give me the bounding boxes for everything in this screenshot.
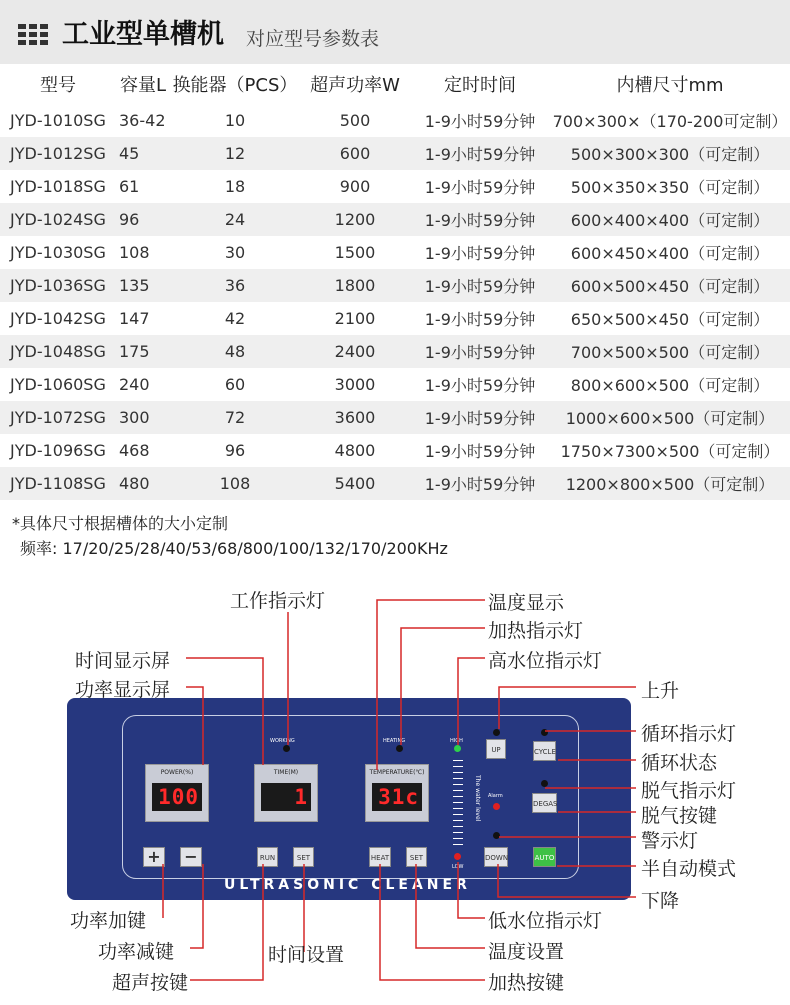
cell-transducers: 12: [170, 137, 300, 170]
cell-timer: 1-9小时59分钟: [424, 112, 536, 131]
cell-tank-size: 600×400×400（可定制）: [550, 203, 790, 236]
callout-alarm-light: 警示灯: [641, 830, 699, 852]
up-button[interactable]: UP: [486, 739, 506, 759]
cell-transducers: 18: [224, 177, 246, 196]
cell-capacity: 480: [116, 467, 170, 500]
cell-model: JYD-1030SG: [10, 243, 106, 262]
cell-capacity: 175: [116, 335, 170, 368]
water-level-label: The water level: [474, 775, 481, 822]
cell-model: JYD-1060SG: [10, 375, 106, 394]
col-header-model: 型号: [0, 64, 116, 104]
cell-power: 500: [339, 111, 371, 130]
callout-degas-button: 脱气按键: [641, 805, 718, 827]
cell-model: JYD-1012SG: [0, 137, 116, 170]
spec-table: [0, 64, 790, 500]
heating-label: HEATING: [383, 738, 406, 744]
temperature-display-value: 31c: [372, 783, 422, 811]
cell-transducers: 108: [170, 467, 300, 500]
cell-model: JYD-1072SG: [0, 401, 116, 434]
low-level-label: LOW: [452, 864, 464, 870]
cell-tank-size: 600×450×400（可定制）: [570, 244, 770, 263]
cell-capacity: 108: [119, 243, 150, 262]
cell-transducers: 60: [224, 375, 246, 394]
cell-transducers: 24: [170, 203, 300, 236]
callout-rise: 上升: [641, 680, 680, 702]
cell-power: 1200: [300, 203, 410, 236]
run-button[interactable]: RUN: [257, 847, 278, 867]
col-header-timer: 定时时间: [410, 64, 550, 104]
working-indicator-led: [283, 745, 290, 752]
col-header-tank-size: 内槽尺寸mm: [550, 64, 790, 104]
cell-power: 2400: [300, 335, 410, 368]
power-minus-button[interactable]: −: [180, 847, 202, 867]
time-display: [254, 764, 318, 822]
page-title: 工业型单槽机: [62, 19, 224, 50]
power-plus-button[interactable]: +: [143, 847, 165, 867]
cell-power: 1800: [300, 269, 410, 302]
cycle-button[interactable]: CYCLE: [533, 741, 556, 761]
cell-timer: 1-9小时59分钟: [410, 203, 550, 236]
col-header-capacity: 容量L: [116, 64, 170, 104]
cell-transducers: 48: [170, 335, 300, 368]
cell-power: 1500: [334, 243, 376, 262]
table-row: [0, 434, 790, 467]
callout-low-water-light: 低水位指示灯: [488, 910, 603, 932]
down-indicator-led: [493, 832, 500, 839]
table-row: [0, 335, 790, 368]
time-display-value: 1: [261, 783, 311, 811]
power-display: [145, 764, 209, 822]
high-water-led: [454, 745, 461, 752]
degas-button[interactable]: DEGAS: [532, 793, 557, 813]
cell-tank-size: 600×500×450（可定制）: [550, 269, 790, 302]
table-body: [0, 104, 790, 500]
cell-transducers: 96: [224, 441, 246, 460]
cell-capacity: 61: [119, 177, 140, 196]
temp-set-button[interactable]: SET: [406, 847, 427, 867]
callout-degas-light: 脱气指示灯: [641, 780, 737, 802]
page-subtitle: 对应型号参数表: [246, 28, 380, 50]
cell-tank-size: 800×600×500（可定制）: [570, 376, 770, 395]
cell-capacity: 96: [116, 203, 170, 236]
table-row: [0, 269, 790, 302]
callout-lower: 下降: [641, 890, 680, 912]
cell-model: JYD-1108SG: [0, 467, 116, 500]
cell-power: 900: [339, 177, 371, 196]
cell-model: JYD-1010SG: [10, 111, 106, 130]
power-display-value: 100: [152, 783, 202, 811]
table-row: [0, 236, 790, 269]
cell-tank-size: 650×500×450（可定制）: [570, 310, 770, 329]
grid-icon: [18, 24, 50, 46]
cell-timer: 1-9小时59分钟: [410, 335, 550, 368]
callout-power-display: 功率显示屏: [75, 679, 171, 701]
cell-timer: 1-9小时59分钟: [424, 244, 536, 263]
table-row: [0, 104, 790, 137]
cell-model: JYD-1024SG: [0, 203, 116, 236]
table-row: [0, 467, 790, 500]
callout-temp-display: 温度显示: [488, 592, 565, 614]
table-row: [0, 203, 790, 236]
callout-heating-light: 加热指示灯: [488, 620, 584, 642]
heating-indicator-led: [396, 745, 403, 752]
cell-timer: 1-9小时59分钟: [410, 269, 550, 302]
low-water-led: [454, 853, 461, 860]
cell-transducers: 30: [224, 243, 246, 262]
cell-timer: 1-9小时59分钟: [424, 442, 536, 461]
time-display-label: TIME(M): [273, 769, 299, 776]
control-panel: [67, 698, 631, 900]
table-row: [0, 137, 790, 170]
callout-cycle-state: 循环状态: [641, 752, 718, 774]
cell-power: 3000: [334, 375, 376, 394]
table-row: [0, 170, 790, 203]
callout-time-display: 时间显示屏: [75, 650, 171, 672]
degas-indicator-led: [541, 780, 548, 787]
cell-capacity: 45: [116, 137, 170, 170]
cell-tank-size: 700×300×（170-200可定制）: [552, 112, 788, 131]
up-indicator-led: [493, 729, 500, 736]
auto-button[interactable]: AUTO: [533, 847, 556, 867]
custom-size-note: *具体尺寸根据槽体的大小定制: [12, 514, 229, 533]
frequency-note: 频率: 17/20/25/28/40/53/68/800/100/132/170/200KHz: [20, 539, 448, 558]
cell-capacity: 36-42: [119, 111, 166, 130]
water-level-scale: [453, 760, 463, 850]
cell-model: JYD-1018SG: [10, 177, 106, 196]
cell-power: 4800: [334, 441, 376, 460]
cell-capacity: 300: [116, 401, 170, 434]
cell-tank-size: 700×500×500（可定制）: [550, 335, 790, 368]
callout-semi-auto: 半自动模式: [641, 858, 737, 880]
callout-power-plus: 功率加键: [70, 910, 147, 932]
cell-power: 3600: [300, 401, 410, 434]
cell-capacity: 240: [119, 375, 150, 394]
col-header-transducers: 换能器（PCS）: [170, 64, 300, 104]
cell-tank-size: 1000×600×500（可定制）: [550, 401, 790, 434]
cell-power: 600: [300, 137, 410, 170]
cell-capacity: 135: [116, 269, 170, 302]
table-row: [0, 302, 790, 335]
page-header: [0, 0, 790, 64]
cell-tank-size: 1750×7300×500（可定制）: [560, 442, 780, 461]
cell-model: JYD-1042SG: [10, 309, 106, 328]
temperature-display: [365, 764, 429, 822]
cell-timer: 1-9小时59分钟: [424, 178, 536, 197]
cell-timer: 1-9小时59分钟: [410, 137, 550, 170]
callout-temp-setting: 温度设置: [488, 941, 565, 963]
col-header-power: 超声功率W: [300, 64, 410, 104]
cell-transducers: 72: [170, 401, 300, 434]
power-display-label: POWER(%): [160, 769, 194, 776]
alarm-led: [493, 803, 500, 810]
callout-time-setting: 时间设置: [268, 944, 345, 966]
callout-working-light: 工作指示灯: [230, 590, 326, 612]
cell-model: JYD-1036SG: [0, 269, 116, 302]
cycle-indicator-led: [541, 729, 548, 736]
callout-cycle-light: 循环指示灯: [641, 723, 737, 745]
cell-tank-size: 1200×800×500（可定制）: [550, 467, 790, 500]
table-row: [0, 368, 790, 401]
table-header-row: [0, 64, 790, 104]
callout-high-water-light: 高水位指示灯: [488, 650, 603, 672]
time-set-button[interactable]: SET: [293, 847, 314, 867]
panel-brand: ULTRASONIC CLEANER: [224, 877, 471, 893]
cell-transducers: 42: [224, 309, 246, 328]
cell-model: JYD-1048SG: [0, 335, 116, 368]
cell-transducers: 36: [170, 269, 300, 302]
working-label: WORKING: [270, 738, 295, 744]
cell-tank-size: 500×300×300（可定制）: [550, 137, 790, 170]
cell-power: 2100: [334, 309, 376, 328]
cell-tank-size: 500×350×350（可定制）: [570, 178, 770, 197]
callout-power-minus: 功率减键: [98, 941, 175, 963]
cell-model: JYD-1096SG: [10, 441, 106, 460]
table-row: [0, 401, 790, 434]
down-button[interactable]: DOWN: [484, 847, 508, 867]
callout-heat-button: 加热按键: [488, 972, 565, 994]
cell-timer: 1-9小时59分钟: [410, 467, 550, 500]
callout-ultrasonic-button: 超声按键: [112, 972, 189, 994]
cell-timer: 1-9小时59分钟: [424, 310, 536, 329]
cell-power: 5400: [300, 467, 410, 500]
alarm-label: Alarm: [488, 793, 503, 799]
heat-button[interactable]: HEAT: [369, 847, 391, 867]
cell-timer: 1-9小时59分钟: [424, 376, 536, 395]
cell-capacity: 468: [119, 441, 150, 460]
cell-capacity: 147: [119, 309, 150, 328]
high-level-label: HIGH: [450, 738, 463, 744]
cell-timer: 1-9小时59分钟: [410, 401, 550, 434]
cell-transducers: 10: [224, 111, 246, 130]
temperature-display-label: TEMPERATURE(℃): [369, 769, 425, 776]
